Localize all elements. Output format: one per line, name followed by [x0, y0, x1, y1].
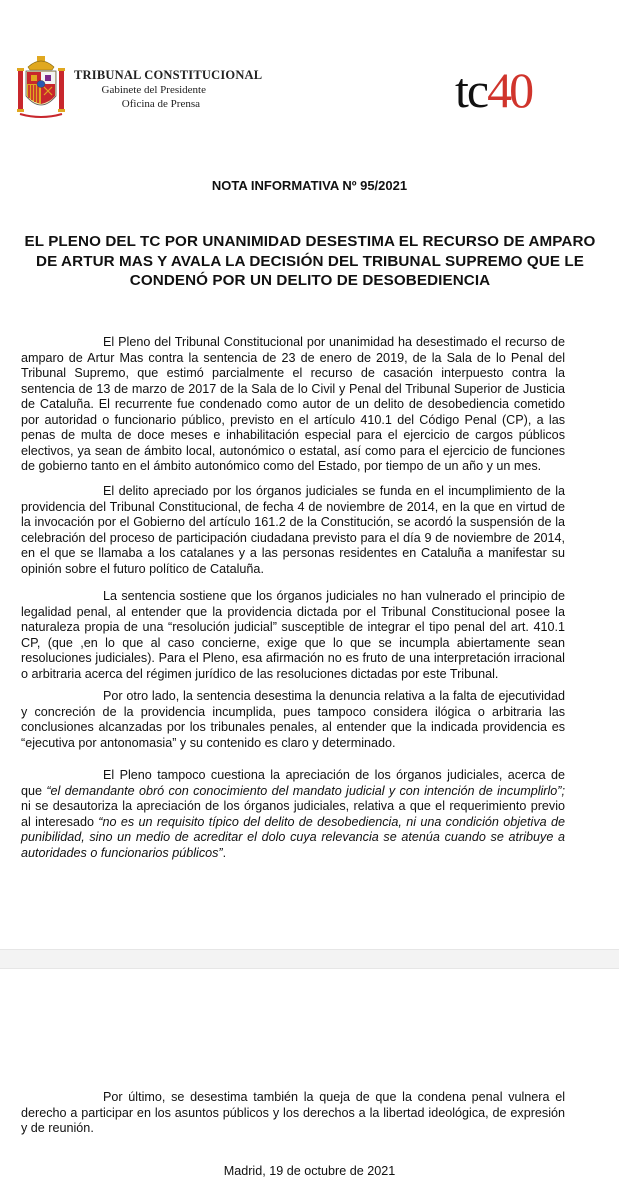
paragraph-5-part-a: El Pleno tampoco cuestiona la apreciación de los órganos judiciales, acerca de que	[21, 768, 565, 798]
paragraph-5-part-c: ni se desautoriza la apreciación de los órganos judiciales, relativa a que el requerimiento previo al interesado	[21, 799, 565, 829]
office-line-1: Gabinete del Presidente	[101, 84, 206, 96]
paragraph-5-quote-2: “no es un requisito típico del delito de desobediencia, ni una condición objetiva de punibilidad, sino un medio de acreditar el dolo cuya relevancia se atenúa cuando se atribuye a autoridades o funcionarios públicos”	[21, 814, 565, 860]
nota-informativa-title: NOTA INFORMATIVA Nº 95/2021	[211, 178, 408, 193]
institution-name: TRIBUNAL CONSTITUCIONAL	[74, 68, 263, 82]
tc40-logo	[455, 62, 532, 118]
page-break-band	[0, 950, 619, 968]
page-break-bottom	[0, 968, 619, 969]
institution-header	[74, 68, 262, 111]
paragraph-5	[21, 768, 565, 861]
press-headline: EL PLENO DEL TC POR UNANIMIDAD DESESTIMA EL RECURSO DE AMPARO DE ARTUR MAS Y AVALA LA DECISIÓN DEL TRIBUNAL SUPREMO QUE LE CONDENÓ POR UN DELITO DE DESOBEDIENCIA	[24, 233, 596, 289]
paragraph-6	[21, 1090, 565, 1137]
paragraph-5-end: .	[222, 845, 227, 860]
paragraph-3	[21, 589, 565, 682]
paragraph-4-text: Por otro lado, la sentencia desestima la denuncia relativa a la falta de ejecutividad y concreción de la providencia incumplida, pues tampoco considera ilógica o arbitraria las conclusiones alcanzadas por los tribunales penales, al entender que la indicada providencia es “ejecutiva por antonomasia” y su contenido es claro y determinado.	[21, 689, 565, 750]
document-date: Madrid, 19 de octubre de 2021	[223, 1164, 396, 1178]
paragraph-1-text: El Pleno del Tribunal Constitucional por unanimidad ha desestimado el recurso de amparo de Artur Mas contra la sentencia de 23 de enero de 2019, de la Sala de lo Penal del Tribunal Supremo, que estimó parcialmente el recurso de casación interpuesto contra la sentencia de 13 de marzo de 2017 de la Sala de lo Civil y Penal del Tribunal Superior de Justicia de Cataluña. El recurrente fue condenado como autor de un delito de desobediencia cometido por autoridad o funcionario público, previsto en el artículo 410.1 del Código Penal (CP), a las penas de multa de doce meses e inhabilitación especial para el ejercicio de cargos públicos electivos, ya sean de ámbito local, autonómico o estatal, así como para el ejercicio de funciones de gobierno tanto en el ámbito autonómico como del Estado, por tiempo de un año y un mes.	[21, 335, 565, 474]
paragraph-6-text: Por último, se desestima también la queja de que la condena penal vulnera el derecho a participar en los asuntos públicos y los derechos a la libertad ideológica, de expresión y de reunión.	[21, 1090, 565, 1136]
tc40-logo-number: 40	[487, 62, 532, 118]
paragraph-3-text: La sentencia sostiene que los órganos judiciales no han vulnerado el principio de legalidad penal, al entender que la providencia dictada por el Tribunal Constitucional posee la naturaleza propia de una “resolución judicial” susceptible de integrar el tipo penal del art. 410.1 CP, (que ,en lo que al caso concierne, exige que lo que se incumpla abiertamente sean resoluciones judiciales). Para el Pleno, esa afirmación no es fruto de una interpretación irracional o arbitraria acerca del régimen jurídico de las resoluciones dictadas por este Tribunal.	[21, 589, 565, 681]
tc40-logo-tc: tc	[455, 62, 488, 118]
paragraph-5-quote-1: “el demandante obró con conocimiento del mandato judicial y con intención de incumplirlo”;	[46, 783, 565, 798]
paragraph-2-text: El delito apreciado por los órganos judiciales se funda en el incumplimiento de la providencia del Tribunal Constitucional, de fecha 4 de noviembre de 2014, en la que en virtud de la invocación por el Gobierno del artículo 161.2 de la Constitución, se acordó la suspensión de la celebración del proceso de participación ciudadana previsto para el día 9 de noviembre de 2014, en el que se llamaba a los catalanes y a las personas residentes en Cataluña a manifestar su opinión sobre el futuro político de Cataluña.	[21, 484, 565, 576]
office-line-2: Oficina de Prensa	[121, 98, 200, 110]
paragraph-1	[21, 335, 565, 475]
coat-of-arms-icon	[16, 56, 66, 120]
paragraph-4	[21, 689, 565, 751]
paragraph-2	[21, 484, 565, 577]
paragraph-5-text	[21, 768, 565, 861]
